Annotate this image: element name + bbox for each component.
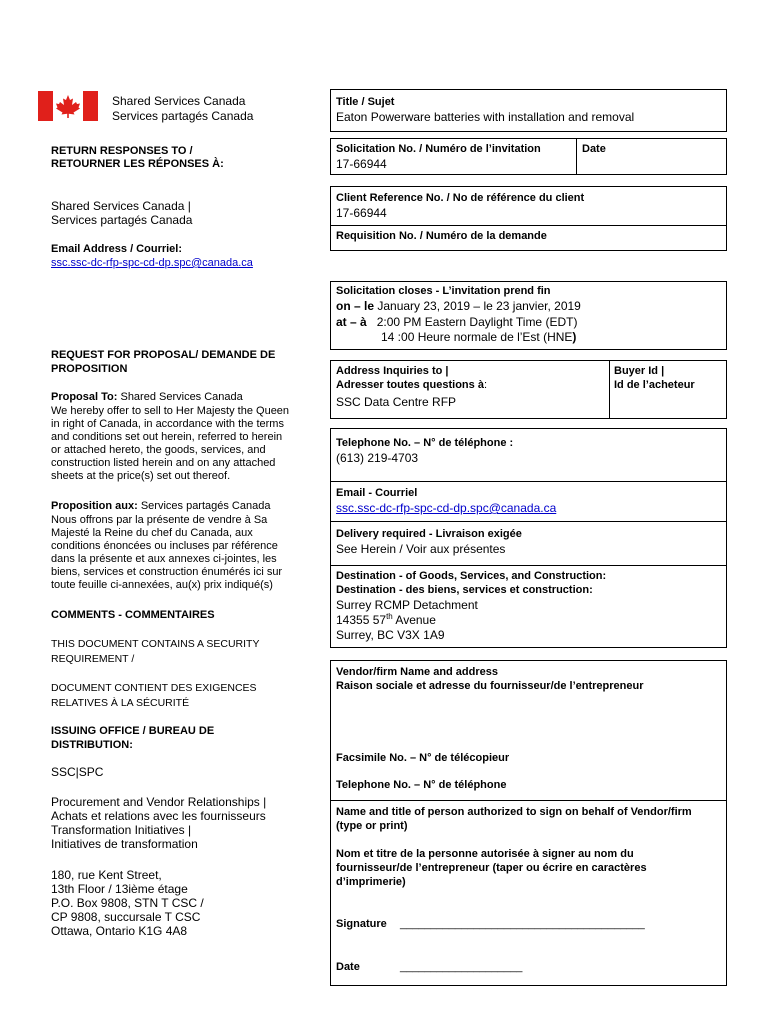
date-label: Date [582, 143, 606, 155]
proposal-text-en [51, 405, 289, 483]
at-value: 2:00 PM Eastern Daylight Time (EDT) [376, 315, 578, 329]
date-sign-label: Date [336, 961, 360, 973]
comments-label: COMMENTS - COMMENTAIRES [51, 609, 215, 621]
proposal-en-line: or attached hereto, the goods, services, and [51, 444, 266, 456]
signature-line[interactable]: ________________________________________ [400, 918, 645, 930]
date-sign-line[interactable]: ____________________ [400, 961, 523, 973]
issuing-org: SSC|SPC [51, 765, 104, 779]
at-value-fr-end: ) [572, 330, 577, 344]
destination-line-1: Surrey RCMP Detachment [336, 598, 478, 612]
inquiries-value: SSC Data Centre RFP [336, 395, 457, 409]
vendor-fax-divider [330, 800, 727, 801]
address-line: P.O. Box 9808, STN T CSC / [51, 896, 204, 910]
vendor-label-2: Raison sociale et adresse du fournisseur/de l’entrepreneur [336, 680, 644, 692]
requisition-label: Requisition No. / Numéro de la demande [336, 230, 547, 242]
client-ref-label: Client Reference No. / No de référence du client [336, 192, 585, 204]
email-courriel-label: Email - Courriel [336, 487, 418, 499]
delivery-label: Delivery required - Livraison exigée [336, 528, 522, 540]
client-ref-divider [330, 225, 727, 226]
issuing-dept-line: Transformation Initiatives | [51, 823, 192, 837]
address-line: CP 9808, succursale T CSC [51, 910, 201, 924]
destination-line-3: Surrey, BC V3X 1A9 [336, 628, 445, 642]
signature-label: Signature [336, 918, 387, 930]
proposal-en-line: sheets at the price(s) set out thereof. [51, 470, 231, 482]
buyer-label-1: Buyer Id | [614, 365, 665, 377]
authorized-en-2: (type or print) [336, 820, 408, 832]
inquiries-label-colon: : [483, 379, 487, 391]
issuing-label-2: DISTRIBUTION: [51, 739, 133, 751]
canada-flag-icon [38, 91, 98, 121]
on-value: January 23, 2019 – le 23 janvier, 2019 [377, 299, 581, 313]
email-delivery-divider [330, 521, 727, 522]
destination-label-2: Destination - des biens, services et construction: [336, 584, 593, 596]
at-value-fr: 14 :00 Heure normale de l’Est (HNE [381, 330, 573, 344]
return-label-fr: RETOURNER LES RÉPONSES À: [51, 158, 224, 170]
email-label: Email Address / Courriel: [51, 243, 183, 255]
delivery-destination-divider [330, 565, 727, 566]
issuing-dept-line: Initiatives de transformation [51, 837, 198, 851]
proposition-label: Proposition aux: [51, 500, 138, 512]
security-fr-1: DOCUMENT CONTIENT DES EXIGENCES [51, 682, 257, 694]
proposal-fr-line: Majesté la Reine du chef du Canada, aux [51, 527, 253, 539]
destination-num: 14355 57 [336, 613, 387, 627]
solicitation-value: 17-66944 [336, 157, 387, 171]
issuing-dept [51, 795, 266, 851]
solicitation-divider [576, 138, 577, 175]
proposal-en-line: We hereby offer to sell to Her Majesty the Queen [51, 405, 290, 417]
address-line: Ottawa, Ontario K1G 4A8 [51, 924, 188, 938]
proposition-aux [51, 500, 270, 513]
inquiries-divider [609, 360, 610, 419]
proposal-text-fr [51, 514, 282, 592]
proposal-en-line: construction listed herein and on any attached [51, 457, 276, 469]
issuing-label-1: ISSUING OFFICE / BUREAU DE [51, 725, 215, 737]
security-en-1: THIS DOCUMENT CONTAINS A SECURITY [51, 638, 260, 650]
inquiries-label-1: Address Inquiries to | [336, 365, 449, 377]
proposal-en-line: in right of Canada, in accordance with the terms [51, 418, 284, 430]
address-line: 13th Floor / 13ième étage [51, 882, 188, 896]
buyer-label-2: Id de l’acheteur [614, 379, 695, 391]
email-link[interactable]: ssc.ssc-dc-rfp-spc-cd-dp.spc@canada.ca [51, 257, 253, 269]
delivery-value: See Herein / Voir aux présentes [336, 542, 506, 556]
inquiries-label-2-text: Adresser toutes questions à [336, 379, 484, 391]
proposition-value: Services partagés Canada [137, 500, 271, 512]
proposal-fr-line: biens, services et construction énumérés ici sur [51, 566, 283, 578]
on-label: on – le [336, 299, 375, 313]
inquiries-label-2 [336, 379, 487, 392]
tel-email-divider [330, 481, 727, 482]
org-name-en: Shared Services Canada [112, 94, 246, 108]
proposal-fr-line: Nous offrons par la présente de vendre à Sa [51, 514, 268, 526]
email-courriel-link[interactable]: ssc.ssc-dc-rfp-spc-cd-dp.spc@canada.ca [336, 501, 557, 515]
security-en-2: REQUIREMENT / [51, 653, 135, 665]
proposal-fr-line: toute feuille ci-annexées, au(x) prix indiqué(s) [51, 579, 273, 591]
issuing-dept-line: Procurement and Vendor Relationships | [51, 795, 267, 809]
proposal-fr-line: conditions énoncées ou incluses par référence [51, 540, 278, 552]
security-fr-2: RELATIVES À LA SÉCURITÉ [51, 697, 190, 709]
org-name-fr: Services partagés Canada [112, 109, 254, 123]
proposal-to [51, 391, 243, 404]
return-label-en: RETURN RESPONSES TO / [51, 145, 193, 157]
title-value: Eaton Powerware batteries with installation and removal [336, 110, 635, 124]
issuing-address [51, 868, 204, 938]
proposal-fr-line: dans la présente et aux annexes ci-jointes, les [51, 553, 277, 565]
proposal-to-value: Shared Services Canada [117, 391, 243, 403]
at-label: at – à [336, 315, 367, 329]
address-line: 180, rue Kent Street, [51, 868, 162, 882]
closes-on [336, 299, 581, 313]
destination-sup: th [386, 612, 393, 621]
telephone-label: Telephone No. – N° de téléphone : [336, 437, 514, 449]
proposal-en-line: and conditions set out herein, referred to herein [51, 431, 283, 443]
authorized-fr-2: fournisseur/de l’entrepreneur (taper ou écrire en caractères [336, 862, 647, 874]
telephone-value: (613) 219-4703 [336, 451, 419, 465]
authorized-fr-3: d’imprimerie) [336, 876, 406, 888]
closes-at [336, 315, 577, 329]
destination-street: Avenue [392, 613, 436, 627]
rfp-title-line-1: REQUEST FOR PROPOSAL/ DEMANDE DE [51, 349, 276, 361]
authorized-fr-1: Nom et titre de la personne autorisée à signer au nom du [336, 848, 634, 860]
proposal-to-label: Proposal To: [51, 391, 118, 403]
closes-at-fr [381, 330, 576, 344]
rfp-title-line-2: PROPOSITION [51, 363, 128, 375]
return-org-fr: Services partagés Canada [51, 213, 193, 227]
vendor-telephone-label: Telephone No. – N° de téléphone [336, 779, 507, 791]
title-label: Title / Sujet [336, 96, 395, 108]
client-ref-value: 17-66944 [336, 206, 387, 220]
return-org-en: Shared Services Canada | [51, 199, 191, 213]
fax-label: Facsimile No. – N° de télécopieur [336, 752, 510, 764]
authorized-en-1: Name and title of person authorized to sign on behalf of Vendor/firm [336, 806, 692, 818]
destination-line-2 [336, 613, 436, 627]
solicitation-label: Solicitation No. / Numéro de l’invitation [336, 143, 541, 155]
vendor-label-1: Vendor/firm Name and address [336, 666, 498, 678]
destination-label-1: Destination - of Goods, Services, and Construction: [336, 570, 607, 582]
issuing-dept-line: Achats et relations avec les fournisseurs [51, 809, 266, 823]
closes-label: Solicitation closes - L’invitation prend fin [336, 285, 551, 297]
